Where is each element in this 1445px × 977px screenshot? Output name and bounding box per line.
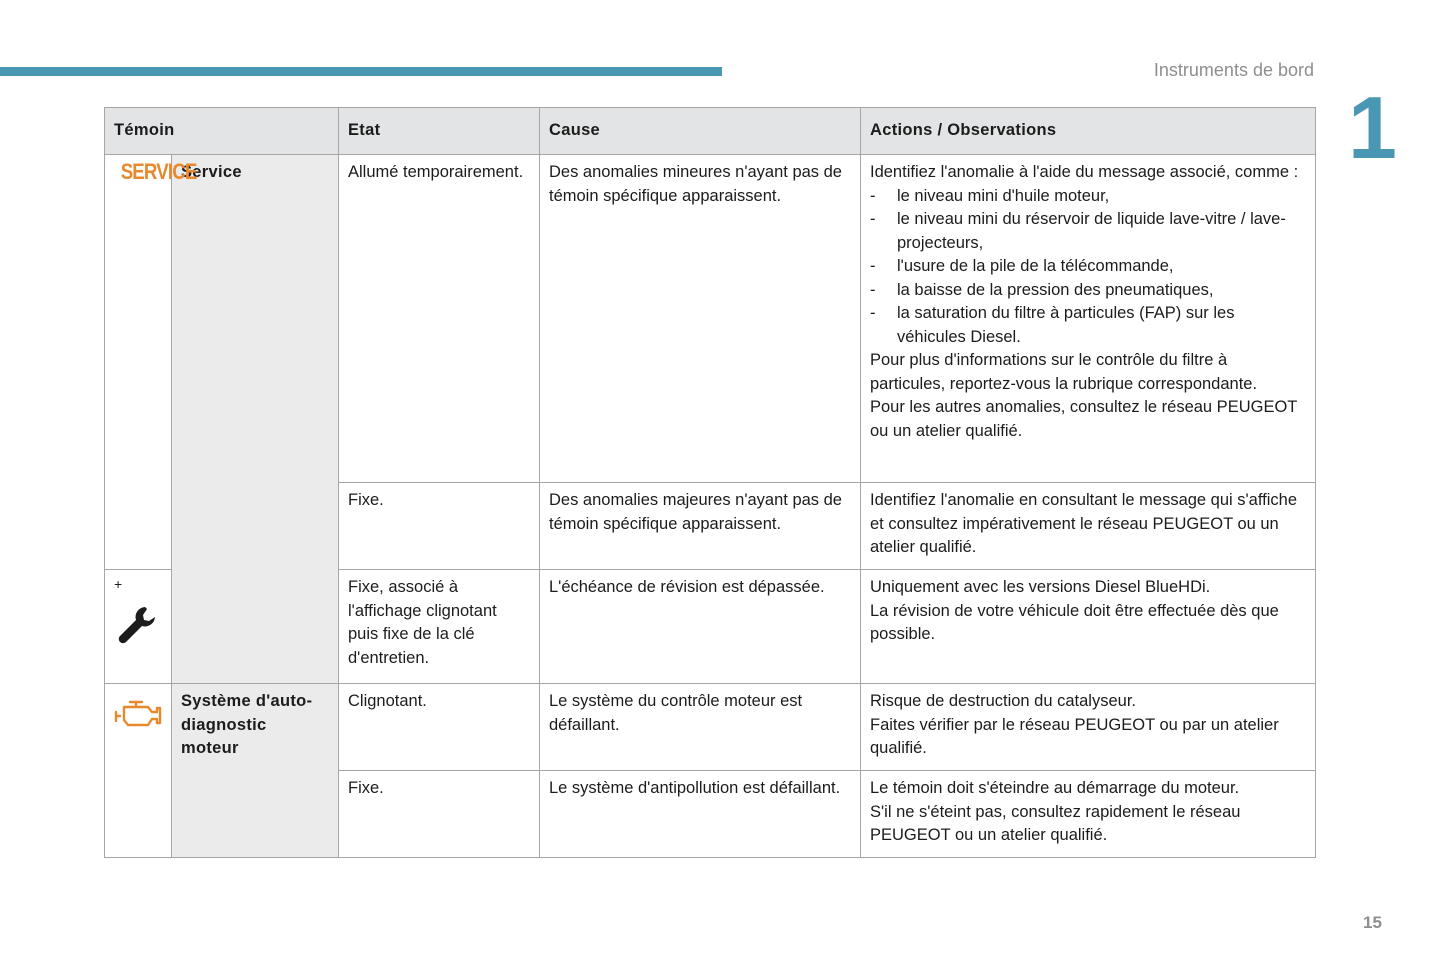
top-accent-bar: [0, 67, 722, 76]
warning-lights-table: [104, 107, 1316, 858]
service-actions-intro: Identifiez l'anomalie à l'aide du message associé, comme :: [870, 163, 1299, 181]
list-item: - le niveau mini du réservoir de liquide lave-vitre / lave-projecteurs,: [870, 208, 1306, 255]
service-actions-p2: Pour plus d'informations sur le contrôle du filtre à particules, reportez-vous la rubrique correspondante.: [870, 351, 1258, 393]
service-actions-3-p2: La révision de votre véhicule doit être effectuée dès que possible.: [870, 601, 1279, 643]
engine-name: Système d'auto-diagnostic moteur: [172, 684, 339, 858]
service-actions-3-p1: Uniquement avec les versions Diesel BlueHDi.: [870, 578, 1211, 596]
service-icon-cell: [105, 155, 197, 570]
service-cause-1: Des anomalies mineures n'ayant pas de témoin spécifique apparaissent.: [540, 155, 861, 483]
service-etat-3: Fixe, associé à l'affichage clignotant puis fixe de la clé d'entretien.: [339, 570, 540, 684]
engine-actions-1: [861, 684, 1316, 771]
engine-actions-1-p2: Faites vérifier par le réseau PEUGEOT ou par un atelier qualifié.: [870, 715, 1279, 757]
engine-actions-2: [861, 771, 1316, 858]
table-row: [105, 155, 1316, 483]
engine-etat-2: Fixe.: [339, 771, 540, 858]
header-actions: Actions / Observations: [861, 108, 1316, 155]
wrench-icon: [114, 602, 160, 648]
plus-sign: +: [114, 576, 123, 592]
engine-etat-1: Clignotant.: [339, 684, 540, 771]
list-item: - la baisse de la pression des pneumatiques,: [870, 279, 1306, 303]
service-actions-3: [861, 570, 1316, 684]
table-header-row: [105, 108, 1316, 155]
section-title: Instruments de bord: [1153, 60, 1314, 80]
service-etat-1: Allumé temporairement.: [339, 155, 540, 483]
service-warning-icon: SERVICE: [120, 159, 197, 184]
service-etat-2: Fixe.: [339, 483, 540, 570]
header-cause: Cause: [540, 108, 861, 155]
wrench-icon-cell: [105, 570, 172, 684]
engine-cause-1: Le système du contrôle moteur est défaillant.: [540, 684, 861, 771]
engine-warning-icon: [114, 694, 164, 734]
chapter-number: 1: [1348, 78, 1397, 177]
service-actions-p3: Pour les autres anomalies, consultez le réseau PEUGEOT ou un atelier qualifié.: [870, 398, 1298, 440]
engine-actions-2-p2: S'il ne s'éteint pas, consultez rapidement le réseau PEUGEOT ou un atelier qualifié.: [870, 802, 1241, 844]
service-actions-list: [870, 185, 1306, 350]
table-row: [105, 684, 1316, 771]
engine-actions-1-p1: Risque de destruction du catalyseur.: [870, 692, 1136, 710]
service-cause-3: L'échéance de révision est dépassée.: [540, 570, 861, 684]
header-temoin: Témoin: [105, 108, 339, 155]
list-item: - l'usure de la pile de la télécommande,: [870, 255, 1306, 279]
service-name: Service: [172, 155, 339, 684]
engine-icon-cell: [105, 684, 172, 858]
service-actions-2: Identifiez l'anomalie en consultant le message qui s'affiche et consultez impérativement le réseau PEUGEOT ou un atelier qualifié.: [861, 483, 1316, 570]
engine-cause-2: Le système d'antipollution est défaillant.: [540, 771, 861, 858]
header-etat: Etat: [339, 108, 540, 155]
list-item: - la saturation du filtre à particules (FAP) sur les véhicules Diesel.: [870, 302, 1306, 349]
page-number: 15: [1363, 913, 1382, 932]
service-actions-1: [861, 155, 1316, 483]
list-item: - le niveau mini d'huile moteur,: [870, 185, 1306, 209]
service-cause-2: Des anomalies majeures n'ayant pas de témoin spécifique apparaissent.: [540, 483, 861, 570]
engine-actions-2-p1: Le témoin doit s'éteindre au démarrage du moteur.: [870, 779, 1240, 797]
